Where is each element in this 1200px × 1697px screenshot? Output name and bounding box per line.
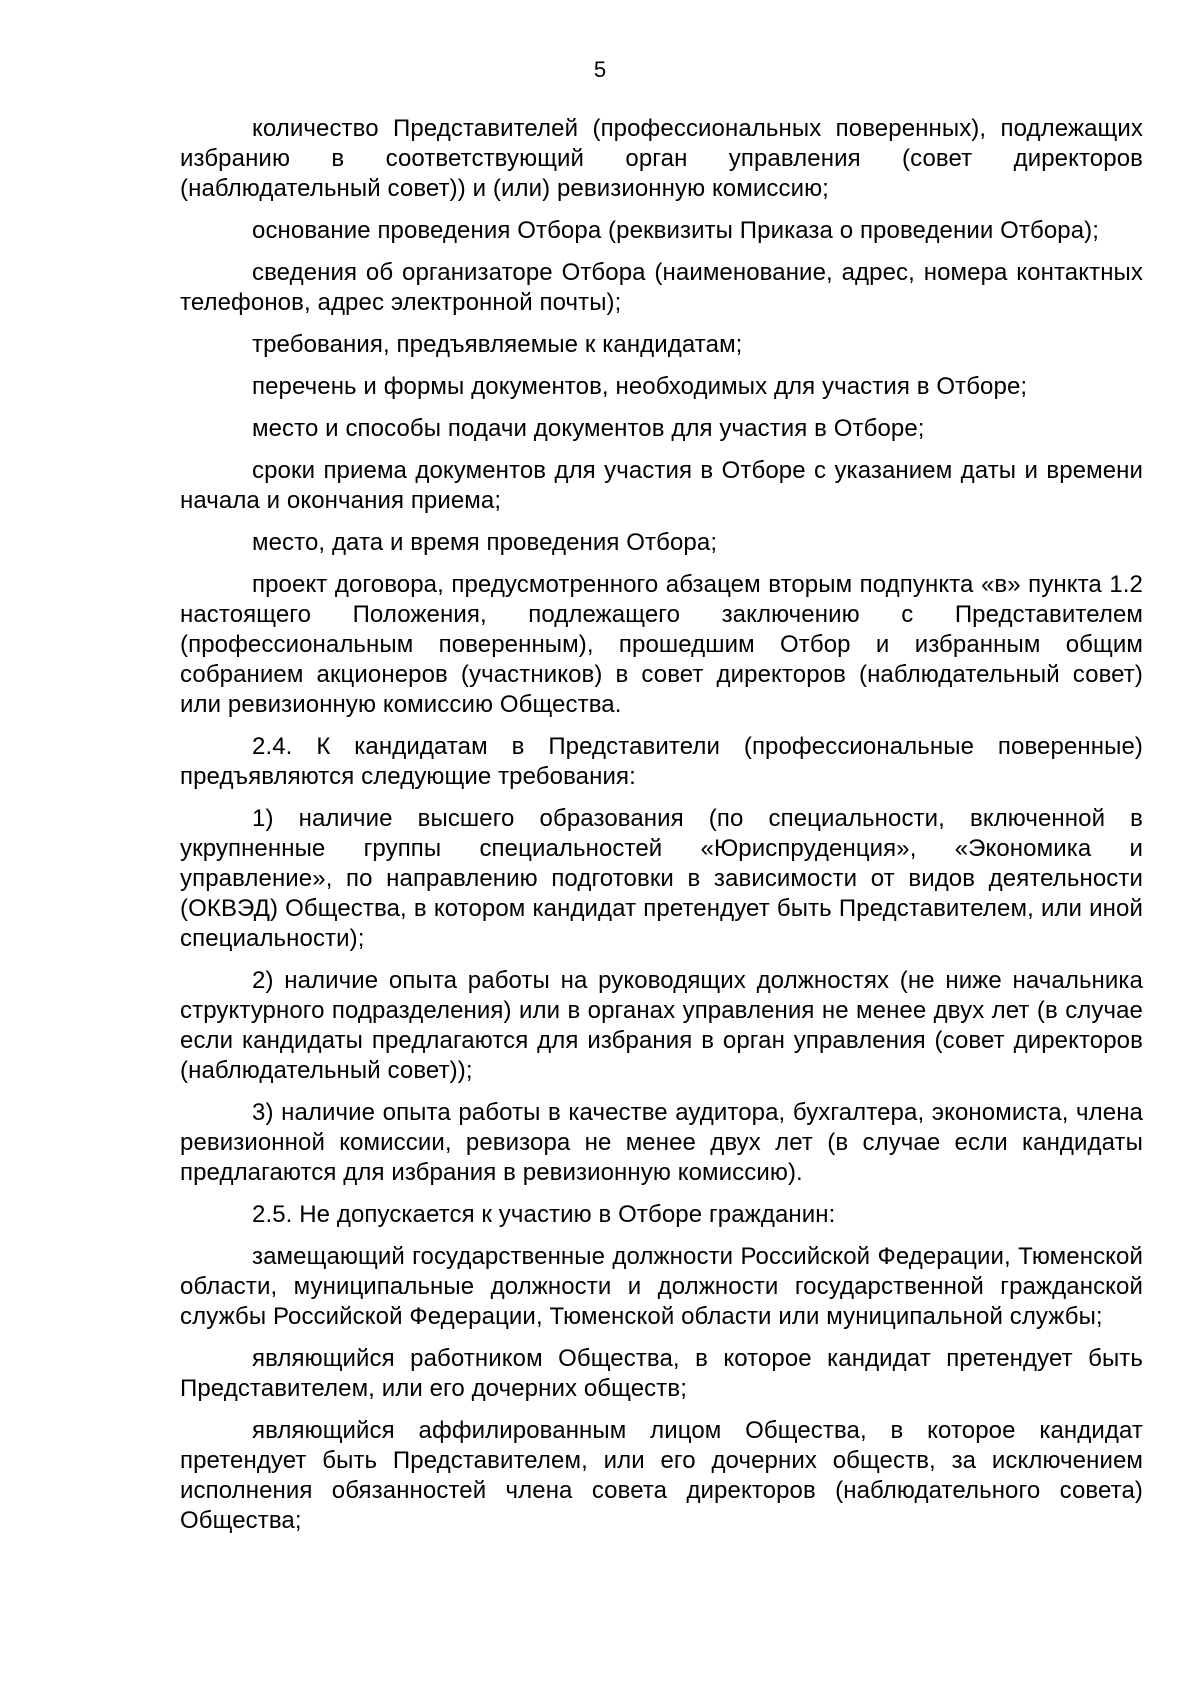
requirement-3-audit-experience: 3) наличие опыта работы в качестве аудитора, бухгалтера, экономиста, члена ревизионной комиссии, ревизора не менее двух лет (в случае если кандидаты предлагаются для избрания в ревизионную комиссию). [180, 1099, 1143, 1186]
paragraph-organizer-info: сведения об организаторе Отбора (наименование, адрес, номера контактных телефонов, адрес электронной почты); [180, 259, 1143, 316]
paragraph-contract-draft: проект договора, предусмотренного абзацем вторым подпункта «в» пункта 1.2 настоящего Положения, подлежащего заключению с Представителем (профессиональным поверенным), прошедшим Отбор и избранным общим собранием акционеров (участников) в совет директоров (наблюдательный совет) или ревизионную комиссию Общества. [180, 571, 1143, 718]
requirement-2-management-experience: 2) наличие опыта работы на руководящих должностях (не ниже начальника структурного подразделения) или в органах управления не менее двух лет (в случае если кандидаты предлагаются для избрания в орган управления (совет директоров (наблюдательный совет)); [180, 967, 1143, 1084]
section-2-4-heading: 2.4. К кандидатам в Представители (профессиональные поверенные) предъявляются следующие требования: [180, 733, 1143, 790]
page-number: 5 [593, 57, 607, 82]
exclusion-affiliated-person: являющийся аффилированным лицом Общества, в которое кандидат претендует быть Представителем, или его дочерних обществ, за исключением исполнения обязанностей члена совета директоров (наблюдательного совета) Общества; [180, 1417, 1143, 1534]
paragraph-documents-list: перечень и формы документов, необходимых для участия в Отборе; [252, 373, 1028, 400]
document-body [180, 114, 1143, 1548]
requirement-1-education: 1) наличие высшего образования (по специальности, включенной в укрупненные группы специальностей «Юриспруденция», «Экономика и управление», по направлению подготовки в зависимости от видов деятельности (ОКВЭД) Общества, в котором кандидат претендует быть Представителем, или иной специальности); [180, 805, 1143, 952]
exclusion-state-position: замещающий государственные должности Российской Федерации, Тюменской области, муниципальные должности и должности государственной гражданской службы Российской Федерации, Тюменской области или муниципальной службы; [180, 1243, 1143, 1330]
exclusion-company-employee: являющийся работником Общества, в которое кандидат претендует быть Представителем, или его дочерних обществ; [180, 1345, 1143, 1402]
paragraph-selection-time: место, дата и время проведения Отбора; [252, 529, 718, 556]
section-2-5-heading: 2.5. Не допускается к участию в Отборе гражданин: [252, 1201, 836, 1228]
paragraph-submission-place: место и способы подачи документов для участия в Отборе; [252, 415, 925, 442]
paragraph-candidate-requirements: требования, предъявляемые к кандидатам; [252, 331, 743, 358]
paragraph-representatives-count: количество Представителей (профессиональных поверенных), подлежащих избранию в соответствующий орган управления (совет директоров (наблюдательный совет)) и (или) ревизионную комиссию; [180, 115, 1143, 202]
paragraph-submission-dates: сроки приема документов для участия в Отборе с указанием даты и времени начала и окончания приема; [180, 457, 1143, 514]
paragraph-selection-basis: основание проведения Отбора (реквизиты Приказа о проведении Отбора); [252, 217, 1100, 244]
